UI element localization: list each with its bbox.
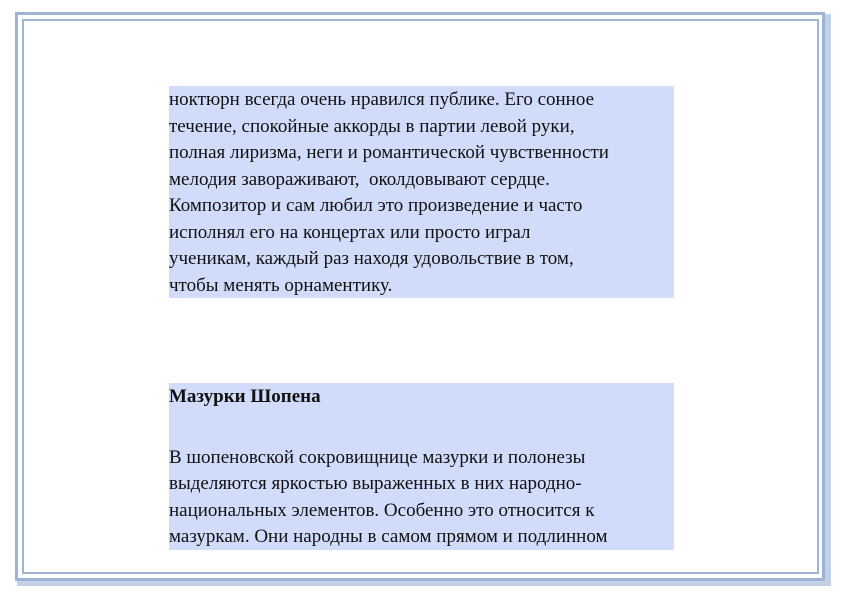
text-line: полная лиризма, неги и романтической чувственности: [169, 142, 609, 163]
text-line: ученикам, каждый раз находя удовольствие в том,: [169, 248, 574, 269]
text-block-mazurkas: [169, 383, 674, 550]
section-heading: Мазурки Шопена: [169, 386, 321, 407]
text-block-nocturne: [169, 86, 674, 298]
text-line: мелодия завораживают, околдовывают сердце.: [169, 168, 550, 190]
text-line: течение, спокойные аккорды в партии левой руки,: [169, 115, 575, 137]
text-line: мазуркам. Они народны в самом прямом и подлинном: [169, 526, 608, 547]
frame-shadow-bottom: [17, 581, 831, 586]
text-line: национальных элементов. Особенно это относится к: [169, 499, 595, 521]
frame-shadow-right: [825, 14, 831, 585]
text-line: выделяются яркостью выраженных в них народно-: [169, 473, 582, 494]
text-line: Композитор и сам любил это произведение и часто: [169, 195, 583, 216]
text-line: ноктюрн всегда очень нравился публике. Его сонное: [169, 89, 595, 110]
text-line: чтобы менять орнаментику.: [169, 274, 393, 296]
text-line: В шопеновской сокровищнице мазурки и полонезы: [169, 446, 586, 468]
text-line: исполнял его на концертах или просто играл: [169, 221, 531, 243]
